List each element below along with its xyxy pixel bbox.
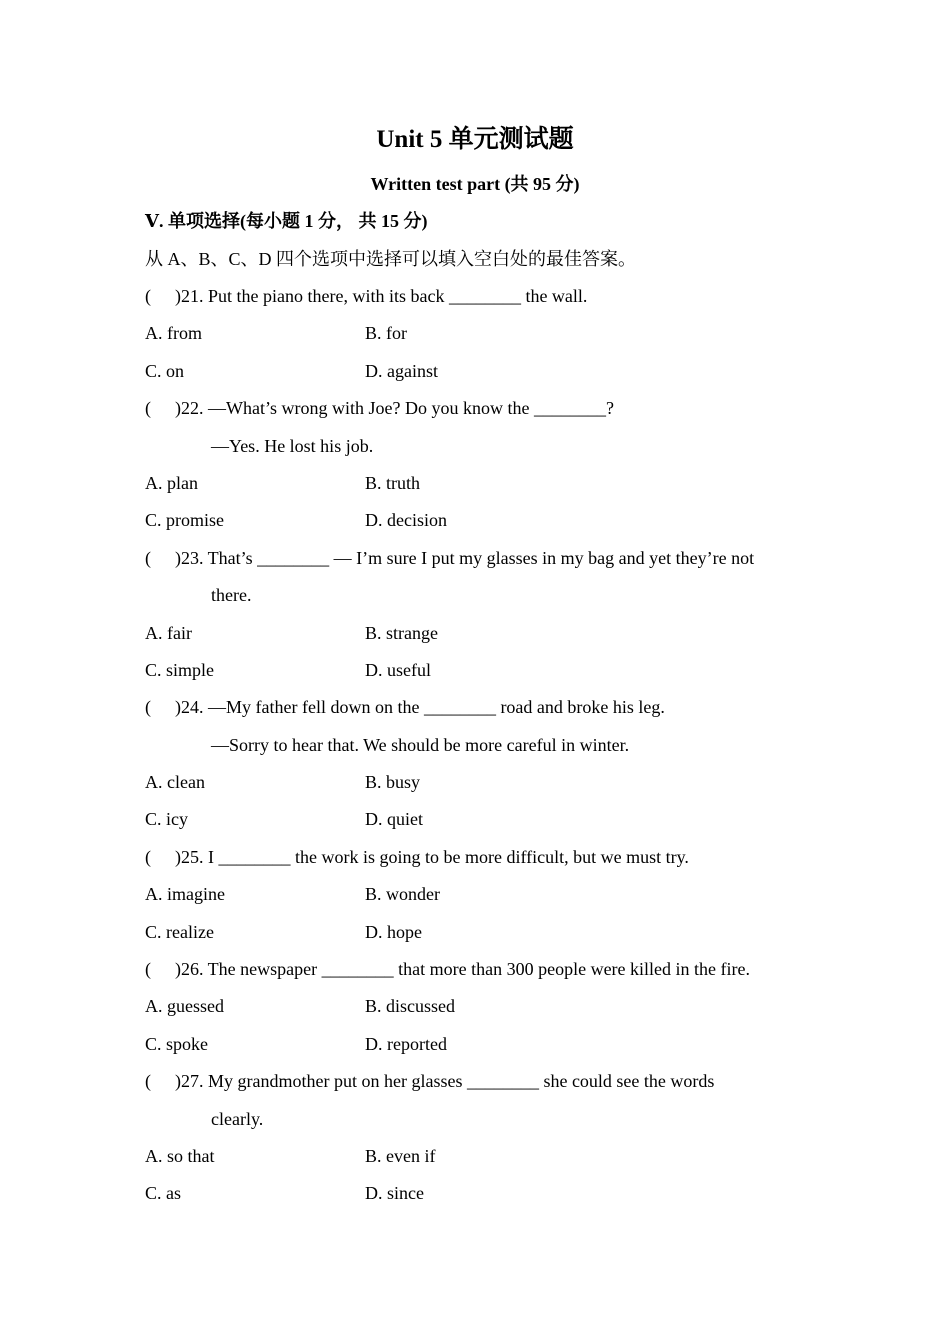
options-row xyxy=(145,469,810,506)
option-text: D. decision xyxy=(365,510,447,531)
options-row xyxy=(145,880,810,917)
options-row xyxy=(145,992,810,1029)
answer-bracket: ( xyxy=(145,398,151,419)
option-text: A. from xyxy=(145,323,202,344)
section-instruction: 从 A、B、C、D 四个选项中选择可以填入空白处的最佳答案。 xyxy=(145,249,637,269)
option-text: A. clean xyxy=(145,772,205,793)
option-text: C. promise xyxy=(145,510,224,531)
question-text: clearly. xyxy=(211,1108,264,1129)
option-text: D. quiet xyxy=(365,809,423,830)
option-text: A. imagine xyxy=(145,884,225,905)
option-text: C. simple xyxy=(145,659,215,680)
answer-bracket: ( xyxy=(145,959,151,980)
answer-bracket: ( xyxy=(145,286,151,306)
question-text: —Sorry to hear that. We should be more careful in winter. xyxy=(211,734,630,755)
option-text: A. plan xyxy=(145,472,198,493)
question-item xyxy=(145,843,810,955)
option-text: A. so that xyxy=(145,1145,215,1166)
question-item xyxy=(145,1067,810,1217)
option-text: A. guessed xyxy=(145,996,224,1017)
answer-bracket: ( xyxy=(145,697,151,718)
question-continuation xyxy=(145,731,810,768)
options-row xyxy=(145,619,810,656)
question-list xyxy=(145,282,810,1217)
question-text: )25. I ________ the work is going to be more difficult, but we must try. xyxy=(175,846,689,867)
question-continuation xyxy=(145,581,810,618)
options-row xyxy=(145,918,810,955)
options-row xyxy=(145,656,810,693)
option-text: B. busy xyxy=(365,772,421,793)
option-text: D. reported xyxy=(365,1033,447,1054)
question-stem xyxy=(145,544,810,581)
option-text: C. icy xyxy=(145,809,188,830)
question-stem xyxy=(145,282,810,319)
question-text: )27. My grandmother put on her glasses ________ she could see the words xyxy=(175,1071,715,1092)
question-continuation xyxy=(145,432,810,469)
option-text: B. discussed xyxy=(365,996,455,1017)
page-title: Unit 5 单元测试题 xyxy=(376,126,574,153)
option-text: B. truth xyxy=(365,472,421,493)
option-text: D. against xyxy=(365,360,438,381)
question-item xyxy=(145,544,810,694)
question-stem xyxy=(145,955,810,992)
question-item xyxy=(145,693,810,843)
question-item xyxy=(145,282,810,394)
options-row xyxy=(145,319,810,356)
question-stem xyxy=(145,843,810,880)
options-row xyxy=(145,357,810,394)
section-heading: Ⅴ. 单项选择(每小题 1 分， 共 15 分) xyxy=(145,211,428,231)
question-text: )22. —What’s wrong with Joe? Do you know the ________? xyxy=(175,398,614,419)
question-text: )24. —My father fell down on the ________ road and broke his leg. xyxy=(175,697,665,718)
option-text: D. since xyxy=(365,1183,424,1204)
page-subtitle: Written test part (共 95 分) xyxy=(370,174,580,194)
question-text: )21. Put the piano there, with its back ________ the wall. xyxy=(175,286,588,306)
question-text: )23. That’s ________ — I’m sure I put my glasses in my bag and yet they’re not xyxy=(175,547,755,568)
options-row xyxy=(145,805,810,842)
options-row xyxy=(145,1179,810,1216)
option-text: D. hope xyxy=(365,921,422,942)
option-text: B. even if xyxy=(365,1145,436,1166)
answer-bracket: ( xyxy=(145,846,151,867)
option-text: C. on xyxy=(145,360,185,381)
options-row xyxy=(145,1142,810,1179)
answer-bracket: ( xyxy=(145,547,151,568)
question-text: —Yes. He lost his job. xyxy=(211,435,374,456)
options-row xyxy=(145,506,810,543)
option-text: B. wonder xyxy=(365,884,440,905)
question-stem xyxy=(145,1067,810,1104)
option-text: C. as xyxy=(145,1183,181,1204)
option-text: B. strange xyxy=(365,622,438,643)
option-text: B. for xyxy=(365,323,407,344)
question-item xyxy=(145,955,810,1067)
question-stem xyxy=(145,693,810,730)
question-text: there. xyxy=(211,585,252,606)
option-text: C. realize xyxy=(145,921,214,942)
question-item xyxy=(145,394,810,544)
question-text: )26. The newspaper ________ that more than 300 people were killed in the fire. xyxy=(175,959,750,980)
option-text: D. useful xyxy=(365,659,431,680)
options-row xyxy=(145,768,810,805)
option-text: C. spoke xyxy=(145,1033,208,1054)
options-row xyxy=(145,1030,810,1067)
question-stem xyxy=(145,394,810,431)
answer-bracket: ( xyxy=(145,1071,151,1092)
question-continuation xyxy=(145,1105,810,1142)
option-text: A. fair xyxy=(145,622,192,643)
